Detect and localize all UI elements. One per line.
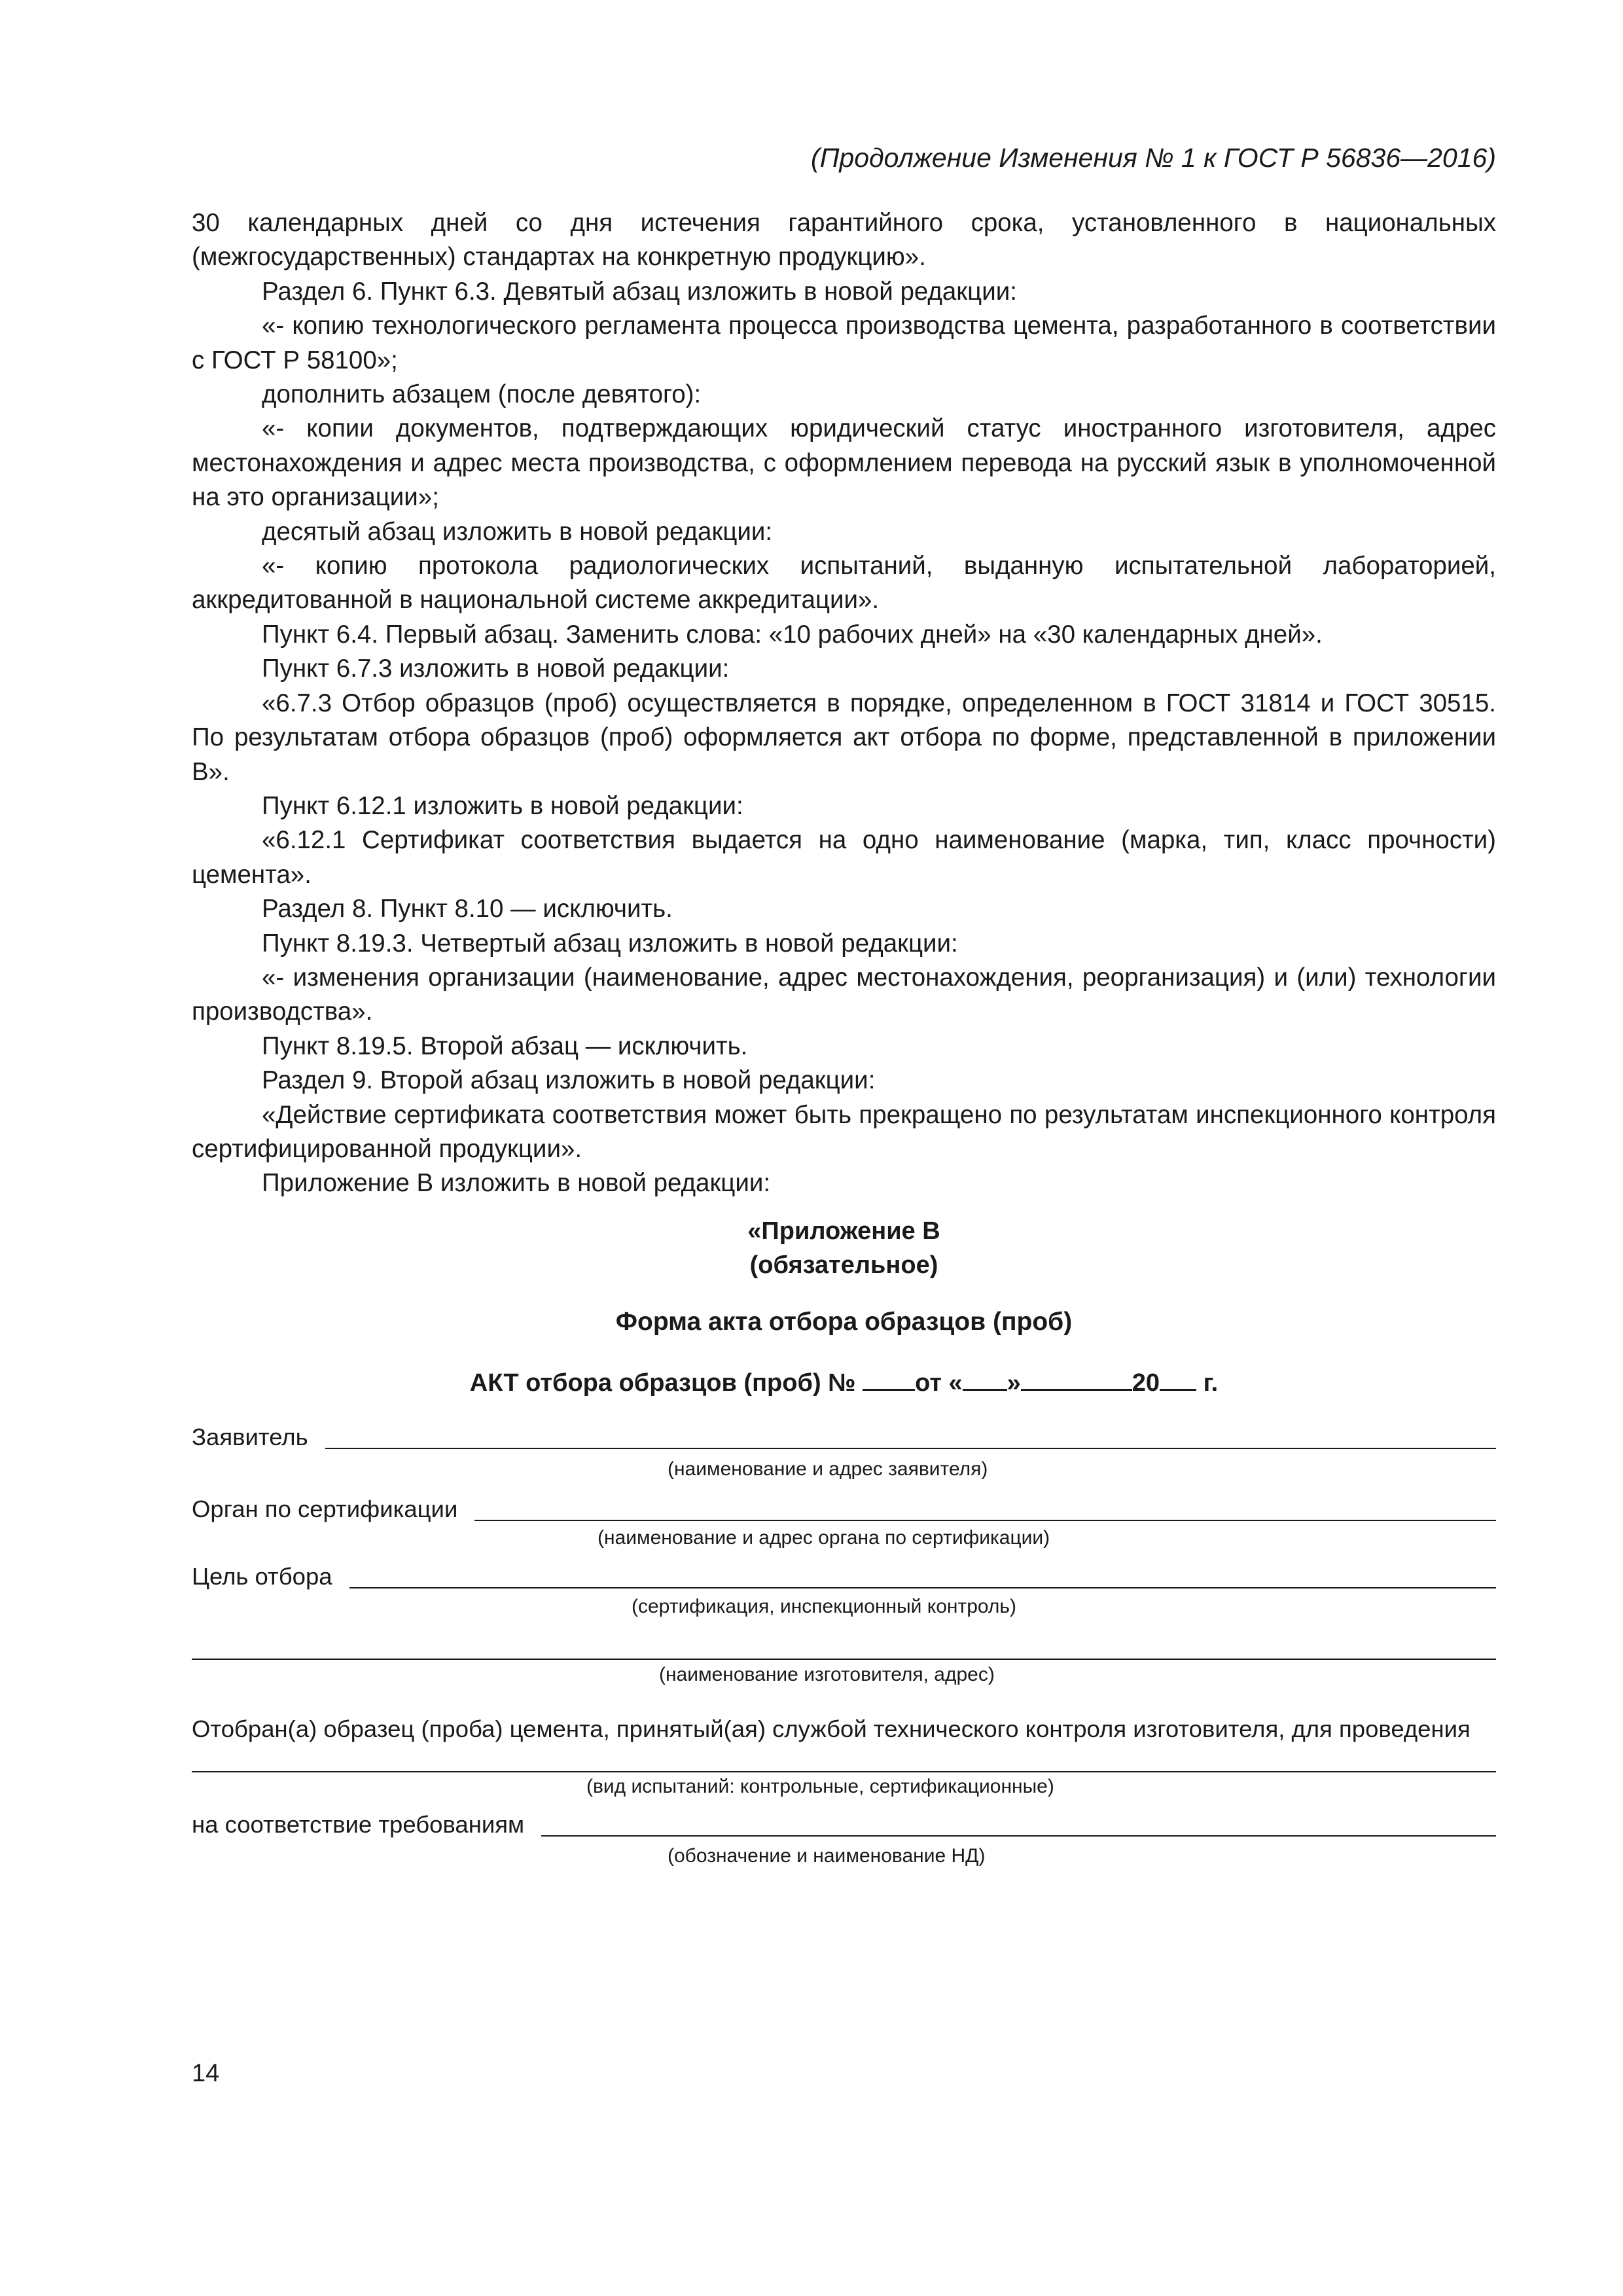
act-year-suffix: г.	[1203, 1369, 1219, 1397]
manufacturer-field[interactable]	[192, 1659, 1496, 1660]
applicant-field[interactable]	[325, 1424, 1496, 1449]
act-month-field[interactable]	[1021, 1367, 1132, 1391]
act-title-prefix: АКТ отбора образцов (проб) №	[469, 1369, 856, 1397]
purpose-field[interactable]	[349, 1564, 1496, 1588]
act-quote-close: »	[1007, 1369, 1021, 1397]
test-type-field[interactable]	[192, 1771, 1496, 1772]
paragraph-6: десятый абзац изложить в новой редакции:	[262, 517, 773, 546]
form-title: Форма акта отбора образцов (проб)	[615, 1308, 1073, 1336]
applicant-label: Заявитель	[192, 1424, 308, 1450]
test-type-caption: (вид испытаний: контрольные, сертификационные)	[586, 1776, 1054, 1797]
paragraph-18: «Действие сертификата соответствия может быть прекращено по результатам инспекционного контроля сертифицированной продукции».	[192, 1100, 1496, 1163]
appendix-title: «Приложение В	[747, 1217, 940, 1245]
certification-body-caption: (наименование и адрес органа по сертификации)	[597, 1527, 1050, 1549]
applicant-row	[192, 1424, 1496, 1451]
certification-body-row	[192, 1496, 1496, 1523]
paragraph-16: Пункт 8.19.5. Второй абзац — исключить.	[262, 1031, 748, 1060]
paragraph-3: «- копию технологического регламента процесса производства цемента, разработанного в соответствии с ГОСТ Р 58100»;	[192, 312, 1496, 374]
act-from-text: от «	[915, 1369, 963, 1397]
compliance-field[interactable]	[541, 1812, 1496, 1837]
paragraph-4: дополнить абзацем (после девятого):	[262, 380, 702, 409]
sampled-statement: Отобран(а) образец (проба) цемента, принятый(ая) службой технического контроля изготовителя, для проведения	[192, 1715, 1471, 1742]
certification-body-field[interactable]	[474, 1496, 1496, 1521]
paragraph-9: Пункт 6.7.3 изложить в новой редакции:	[262, 655, 730, 683]
purpose-label: Цель отбора	[192, 1563, 332, 1590]
purpose-row	[192, 1563, 1496, 1590]
running-header: (Продолжение Изменения № 1 к ГОСТ Р 56836—2016)	[811, 143, 1496, 173]
paragraph-17: Раздел 9. Второй абзац изложить в новой редакции:	[262, 1066, 876, 1095]
page-number: 14	[192, 2060, 220, 2087]
paragraph-13: Раздел 8. Пункт 8.10 — исключить.	[262, 895, 673, 924]
compliance-row	[192, 1811, 1496, 1839]
paragraph-8: Пункт 6.4. Первый абзац. Заменить слова: «10 рабочих дней» на «30 календарных дней».	[262, 620, 1323, 649]
act-day-field[interactable]	[963, 1367, 1007, 1391]
appendix-heading	[192, 1214, 1496, 1282]
compliance-caption: (обозначение и наименование НД)	[668, 1845, 986, 1867]
paragraph-15: «- изменения организации (наименование, адрес местонахождения, реорганизация) и (или) технологии производства».	[192, 963, 1496, 1026]
paragraph-12: «6.12.1 Сертификат соответствия выдается на одно наименование (марка, тип, класс прочности) цемента».	[192, 826, 1496, 889]
manufacturer-caption: (наименование изготовителя, адрес)	[659, 1664, 995, 1685]
act-year-field[interactable]	[1160, 1367, 1196, 1391]
paragraph-5: «- копии документов, подтверждающих юридический статус иностранного изготовителя, адрес местонахождения и адрес места производства, с оформлением перевода на русский язык в уполномоченной на это организации»;	[192, 414, 1496, 512]
appendix-status: (обязательное)	[749, 1251, 938, 1279]
paragraph-10: «6.7.3 Отбор образцов (проб) осуществляется в порядке, определенном в ГОСТ 31814 и ГОСТ 30515. По результатам отбора образцов (проб) оформляется акт отбора по форме, представленной в приложении В».	[192, 689, 1496, 786]
act-year-prefix: 20	[1132, 1369, 1160, 1397]
paragraph-14: Пункт 8.19.3. Четвертый абзац изложить в новой редакции:	[262, 929, 958, 958]
paragraph-19: Приложение В изложить в новой редакции:	[262, 1169, 771, 1198]
paragraph-7: «- копию протокола радиологических испытаний, выданную испытательной лабораторией, аккредитованной в национальной системе аккредитации».	[192, 552, 1496, 615]
act-number-field[interactable]	[863, 1367, 915, 1391]
paragraph-11: Пункт 6.12.1 изложить в новой редакции:	[262, 791, 743, 820]
paragraph-1: 30 календарных дней со дня истечения гарантийного срока, установленного в национальных (межгосударственных) стандартах на конкретную продукцию».	[192, 209, 1496, 272]
paragraph-2: Раздел 6. Пункт 6.3. Девятый абзац изложить в новой редакции:	[262, 277, 1017, 306]
compliance-label: на соответствие требованиям	[192, 1811, 525, 1838]
act-title	[192, 1367, 1496, 1397]
certification-body-label: Орган по сертификации	[192, 1496, 458, 1522]
purpose-caption: (сертификация, инспекционный контроль)	[632, 1596, 1017, 1617]
amendment-text	[192, 206, 1496, 1201]
applicant-caption: (наименование и адрес заявителя)	[668, 1458, 988, 1480]
